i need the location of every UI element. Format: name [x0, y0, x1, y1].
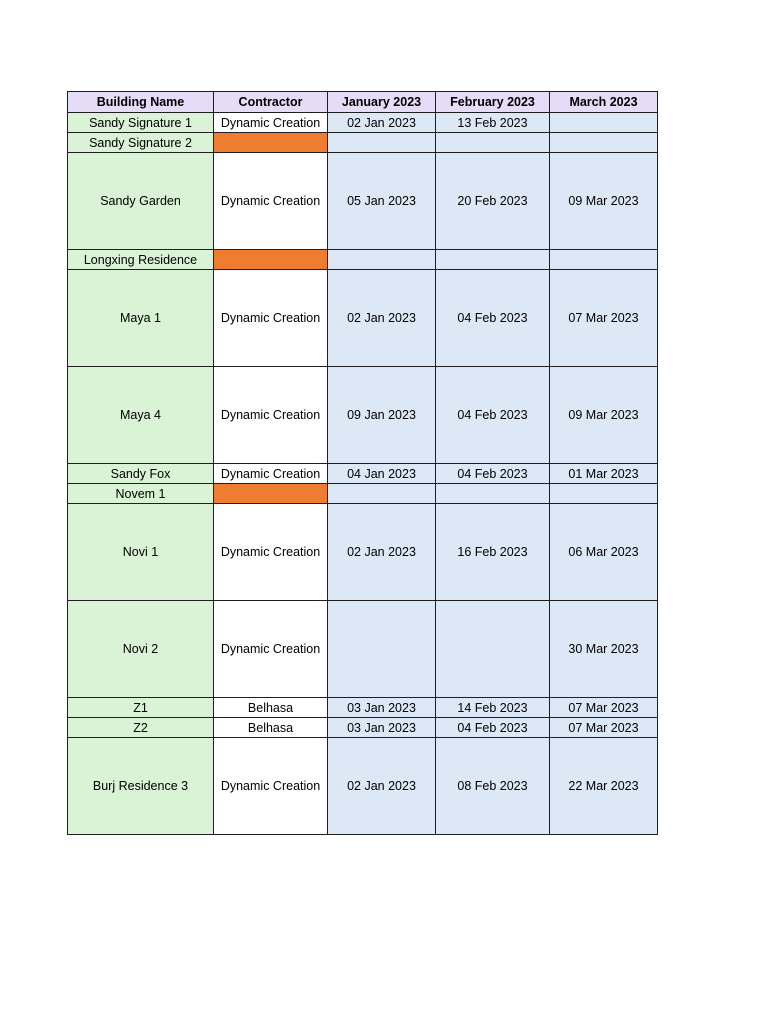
table-row: [68, 367, 658, 464]
contractor-cell: [214, 133, 328, 153]
february-date-cell: 04 Feb 2023: [436, 718, 550, 738]
march-date-cell: 09 Mar 2023: [550, 153, 658, 250]
table-row: [68, 113, 658, 133]
contractor-cell: Dynamic Creation: [214, 270, 328, 367]
march-date-cell: 07 Mar 2023: [550, 718, 658, 738]
contractor-cell: Belhasa: [214, 698, 328, 718]
table-row: [68, 484, 658, 504]
february-date-cell: 04 Feb 2023: [436, 367, 550, 464]
january-date-cell: 03 Jan 2023: [328, 718, 436, 738]
february-date-cell: [436, 250, 550, 270]
building-name-cell: Sandy Signature 1: [68, 113, 214, 133]
january-date-cell: [328, 484, 436, 504]
contractor-cell: Dynamic Creation: [214, 153, 328, 250]
table-row: [68, 250, 658, 270]
table-row: [68, 270, 658, 367]
contractor-cell: Dynamic Creation: [214, 113, 328, 133]
february-date-cell: 04 Feb 2023: [436, 464, 550, 484]
february-date-cell: 20 Feb 2023: [436, 153, 550, 250]
march-date-cell: 22 Mar 2023: [550, 738, 658, 835]
february-date-cell: [436, 133, 550, 153]
february-date-cell: [436, 484, 550, 504]
table-row: [68, 698, 658, 718]
january-date-cell: [328, 133, 436, 153]
february-date-cell: [436, 601, 550, 698]
header-january: January 2023: [328, 92, 436, 113]
header-february: February 2023: [436, 92, 550, 113]
contractor-cell: Dynamic Creation: [214, 464, 328, 484]
building-name-cell: Z2: [68, 718, 214, 738]
building-name-cell: Novem 1: [68, 484, 214, 504]
february-date-cell: 14 Feb 2023: [436, 698, 550, 718]
march-date-cell: [550, 250, 658, 270]
table-body: [68, 113, 658, 835]
contractor-cell: Dynamic Creation: [214, 738, 328, 835]
table-row: [68, 504, 658, 601]
schedule-table: [67, 91, 658, 835]
contractor-cell: Dynamic Creation: [214, 504, 328, 601]
march-date-cell: 01 Mar 2023: [550, 464, 658, 484]
january-date-cell: 02 Jan 2023: [328, 270, 436, 367]
building-name-cell: Novi 1: [68, 504, 214, 601]
contractor-cell: Belhasa: [214, 718, 328, 738]
building-name-cell: Z1: [68, 698, 214, 718]
table-row: [68, 464, 658, 484]
contractor-cell: Dynamic Creation: [214, 601, 328, 698]
january-date-cell: 02 Jan 2023: [328, 113, 436, 133]
february-date-cell: 08 Feb 2023: [436, 738, 550, 835]
contractor-cell: [214, 250, 328, 270]
january-date-cell: 02 Jan 2023: [328, 738, 436, 835]
march-date-cell: [550, 133, 658, 153]
march-date-cell: 09 Mar 2023: [550, 367, 658, 464]
january-date-cell: [328, 601, 436, 698]
header-row: [68, 92, 658, 113]
january-date-cell: 04 Jan 2023: [328, 464, 436, 484]
table-row: [68, 718, 658, 738]
january-date-cell: 09 Jan 2023: [328, 367, 436, 464]
building-name-cell: Novi 2: [68, 601, 214, 698]
contractor-cell: Dynamic Creation: [214, 367, 328, 464]
march-date-cell: [550, 113, 658, 133]
building-name-cell: Longxing Residence: [68, 250, 214, 270]
building-name-cell: Maya 4: [68, 367, 214, 464]
building-name-cell: Sandy Fox: [68, 464, 214, 484]
february-date-cell: 04 Feb 2023: [436, 270, 550, 367]
building-name-cell: Burj Residence 3: [68, 738, 214, 835]
table-row: [68, 601, 658, 698]
january-date-cell: 03 Jan 2023: [328, 698, 436, 718]
contractor-cell: [214, 484, 328, 504]
building-name-cell: Sandy Garden: [68, 153, 214, 250]
table-row: [68, 738, 658, 835]
header-march: March 2023: [550, 92, 658, 113]
building-name-cell: Maya 1: [68, 270, 214, 367]
table-row: [68, 133, 658, 153]
header-contractor: Contractor: [214, 92, 328, 113]
march-date-cell: 07 Mar 2023: [550, 698, 658, 718]
march-date-cell: 30 Mar 2023: [550, 601, 658, 698]
march-date-cell: 06 Mar 2023: [550, 504, 658, 601]
header-building-name: Building Name: [68, 92, 214, 113]
building-name-cell: Sandy Signature 2: [68, 133, 214, 153]
february-date-cell: 16 Feb 2023: [436, 504, 550, 601]
february-date-cell: 13 Feb 2023: [436, 113, 550, 133]
january-date-cell: 05 Jan 2023: [328, 153, 436, 250]
march-date-cell: [550, 484, 658, 504]
march-date-cell: 07 Mar 2023: [550, 270, 658, 367]
table-row: [68, 153, 658, 250]
january-date-cell: 02 Jan 2023: [328, 504, 436, 601]
january-date-cell: [328, 250, 436, 270]
